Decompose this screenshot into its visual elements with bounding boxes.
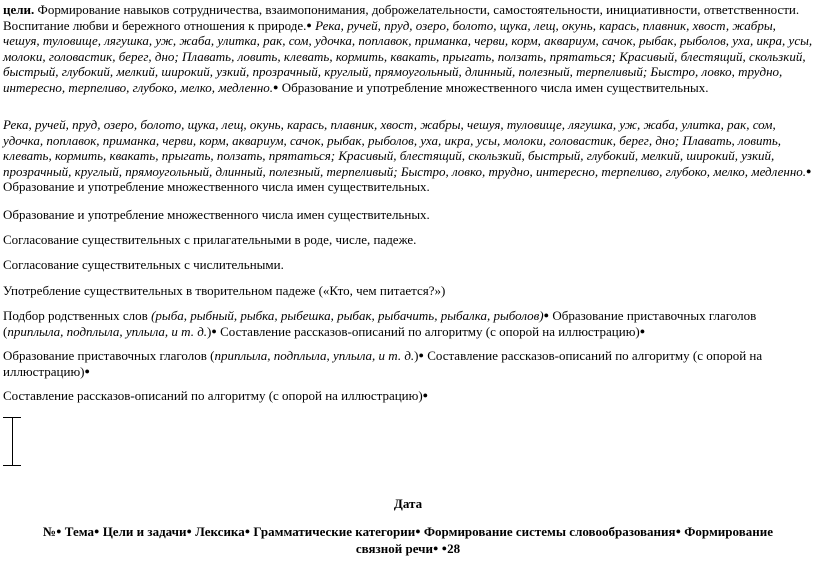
bullet-icon: ● (273, 81, 279, 92)
header-word-formation: Формирование системы словообразования (423, 524, 676, 539)
bullet-icon: ● (306, 19, 312, 30)
table-line (12, 417, 13, 465)
verbs-list: приплыла, подплыла, уплыла, и т. д. (214, 348, 415, 363)
text: Составление рассказов-описаний по алгоритму (с опорой на иллюстрацию) (216, 323, 640, 339)
goals-paragraph (3, 2, 813, 95)
header-number: 28 (447, 541, 461, 556)
grammar-paragraph-plural: Образование и употребление множественного числа имен существительных. (3, 207, 430, 222)
bullet-icon: ● (639, 325, 646, 336)
bullet-icon: ● (441, 543, 448, 553)
bullet-icon: ● (186, 526, 192, 536)
vocabulary-text: Река, ручей, пруд, озеро, болото, щука, лещ, окунь, карась, плавник, хвост, жабры, чешуя, туловище, лягушка, уж, жаба, улитка, рак, сом, удочка, поплавок, приманка, черви, корм, аквариум, сачок, рыбак, рыболов, уха, икра, усы, молоки, головастик, берег, дно; Плавать, ловить, клевать, кормить, квакать, прыгать, ползать, прятаться; Красивый, блестящий, скользкий, быстрый, глубокий, мелкий, широкий, узкий, прозрачный, круглый, прямоугольный, длинный, полезный, терпеливый; Быстро, ловко, трудно, интересно, терпеливо, глубоко, мелко, медленно. (3, 17, 813, 95)
bullet-icon: ● (432, 543, 439, 553)
vocabulary-paragraph (3, 117, 813, 195)
bullet-icon: ● (543, 310, 550, 320)
grammar-text: Образование и употребление множественного числа имен существительных. (3, 179, 430, 194)
bullet-icon: ● (94, 526, 100, 536)
verbs-list: приплыла, подплыла, уплыла, и т. д. (7, 323, 208, 339)
text: ) (207, 323, 212, 339)
grammar-paragraph-numerals: Согласование существительных с числительными. (3, 257, 284, 272)
text: Образование приставочных глаголов ( (3, 308, 757, 339)
grammar-text: Образование и употребление множественного числа имен существительных. (278, 79, 709, 95)
speech-paragraph (3, 388, 813, 404)
bullet-icon: ● (84, 365, 90, 376)
bullet-icon: ● (244, 526, 251, 536)
bullet-icon: ● (211, 325, 217, 336)
header-grammar: Грамматические категории (253, 524, 416, 539)
bullet-icon: ● (806, 165, 812, 176)
header-vocabulary: Лексика (195, 524, 245, 539)
bullet-icon: ● (415, 526, 421, 536)
bullet-icon: ● (675, 526, 681, 536)
header-goals: Цели и задачи (102, 524, 187, 539)
text: Подбор родственных слов (3, 308, 152, 323)
header-topic: Тема (64, 524, 94, 539)
prefix-verbs-paragraph (3, 348, 813, 379)
header-speech: Формирование связной речи (355, 524, 773, 556)
goals-label: цели. (3, 2, 35, 17)
vocabulary-text: Река, ручей, пруд, озеро, болото, щука, лещ, окунь, карась, плавник, хвост, жабры, чешуя, туловище, лягушка, уж, жаба, улитка, рак, сом, удочка, поплавок, приманка, черви, корм, аквариум, сачок, рыбак, рыболов, уха, икра, усы, молоки, головастик, берег, дно; Плавать, ловить, клевать, кормить, квакать, прыгать, ползать, прятаться; Красивый, блестящий, скользкий, быстрый, глубокий, мелкий, широкий, узкий, прозрачный, круглый, прямоугольный, длинный, полезный, терпеливый; Быстро, ловко, трудно, интересно, терпеливо, глубоко, мелко, медленно. (3, 117, 807, 179)
bullet-icon: ● (56, 526, 62, 536)
word-formation-paragraph (3, 308, 813, 339)
text: Образование приставочных глаголов ( (3, 348, 215, 363)
related-words: (рыба, рыбный, рыбка, рыбешка, рыбак, рыбачить, рыбалка, рыболов) (151, 308, 544, 323)
date-label: Дата (393, 496, 423, 511)
bullet-icon: ● (422, 390, 429, 400)
text: Составление рассказов-описаний по алгоритму (с опорой на иллюстрацию) (3, 388, 423, 403)
grammar-paragraph-adjectives: Согласование существительных с прилагательными в роде, числе, падеже. (3, 232, 417, 247)
text: Составление рассказов-описаний по алгоритму (с опорой на иллюстрацию) (3, 348, 763, 379)
text: ) (414, 348, 419, 363)
table-line (3, 465, 21, 466)
table-header (0, 523, 816, 557)
number-sign: № (43, 524, 57, 539)
grammar-paragraph-instrumental: Употребление существительных в творительном падеже («Кто, чем питается?») (3, 283, 446, 298)
bullet-icon: ● (418, 350, 424, 360)
goals-text: Формирование навыков сотрудничества, взаимопонимания, доброжелательности, самостоятельности, инициативности, ответственности. Воспитание любви и бережного отношения к природе. (3, 2, 800, 33)
